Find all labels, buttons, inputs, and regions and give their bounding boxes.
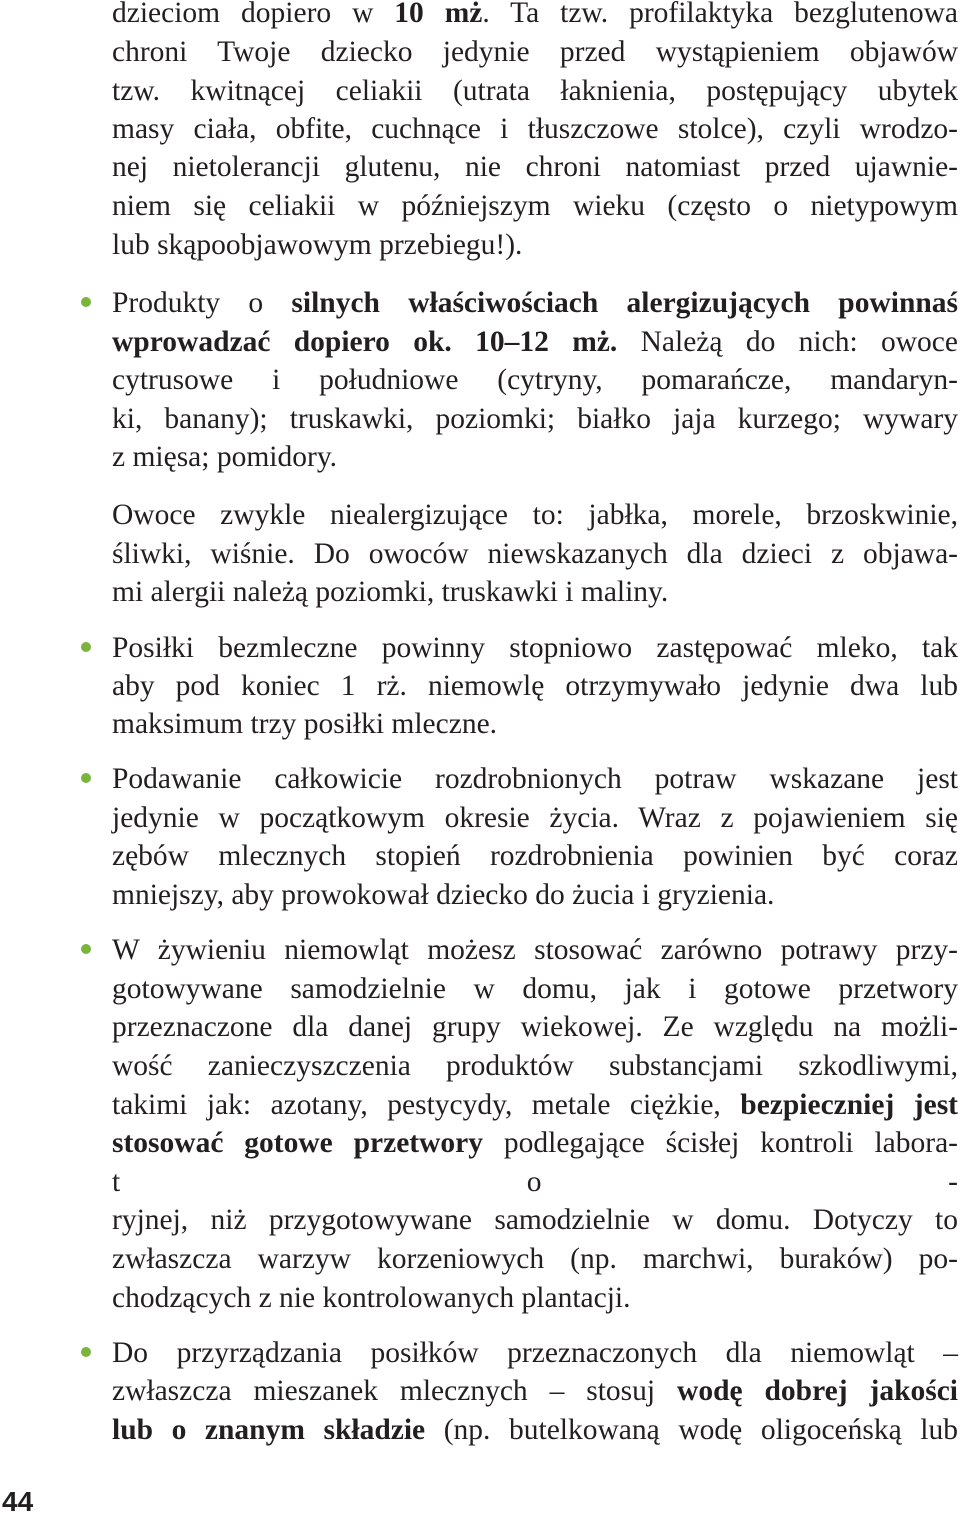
text-span: takimi jak: azotany, pestycydy, metale ciężkie, [112,1089,741,1121]
text-line: mniejszy, aby prowokował dziecko do żucia i gryzienia. [112,879,775,911]
text-line: niem się celiakii w późniejszym wieku (często o nietypowym [112,190,958,222]
bullet-point-icon [81,297,91,307]
text-line: W żywieniu niemowląt możesz stosować zarówno potrawy przy- [112,934,958,966]
text-line: cytrusowe i południowe (cytryny, pomarańcze, mandaryn- [112,364,958,396]
text-span: zwłaszcza mieszanek mlecznych – stosuj [112,1375,678,1407]
text-line: Owoce zwykle niealergizujące to: jabłka, morele, brzoskwinie, [112,499,958,531]
text-span: Należą do nich: owoce [617,326,958,358]
bold-text: bezpieczniej jest [740,1089,958,1121]
text-span: podlegające ścisłej kontroli labora- [483,1127,958,1159]
text-span: (np. butelkowaną wodę oligoceńską lub [425,1414,959,1446]
text-line: Do przyrządzania posiłków przeznaczonych dla niemowląt – [112,1337,958,1369]
text-line: t o - [112,1166,958,1198]
text-span: dzieciom dopiero w [112,0,395,29]
text-line: z mięsa; pomidory. [112,441,338,473]
text-line: ki, banany); truskawki, poziomki; białko jaja kurzego; wywary [112,403,958,435]
text-line [112,1372,958,1411]
bullet-point-icon [81,1347,91,1357]
text-line: chodzących z nie kontrolowanych plantacji. [112,1282,631,1314]
text-line: aby pod koniec 1 rż. niemowlę otrzymywało jedynie dwa lub [112,670,958,702]
text-line: śliwki, wiśnie. Do owoców niewskazanych dla dzieci z objawa- [112,538,958,570]
bullet-point-icon [81,773,91,783]
bold-text: lub o znanym składzie [112,1414,426,1446]
text-line: nej nietolerancji glutenu, nie chroni natomiast przed ujawnie- [112,151,958,183]
text-line [112,284,958,323]
text-line: Podawanie całkowicie rozdrobnionych potraw wskazane jest [112,763,958,795]
text-line: jedynie w początkowym okresie życia. Wraz z pojawieniem się [112,802,958,834]
text-line: lub skąpoobjawowym przebiegu!). [112,229,523,261]
bold-text: wodę dobrej jakości [677,1375,958,1407]
text-line: zwłaszcza warzyw korzeniowych (np. marchwi, buraków) po- [112,1243,958,1275]
bullet-point-icon [81,944,91,954]
bold-text: wprowadzać dopiero ok. 10–12 mż. [112,326,618,358]
bold-text: 10 mż [394,0,483,29]
text-line: masy ciała, obfite, cuchnące i tłuszczowe stolce), czyli wrodzo- [112,113,958,145]
bullet-point-icon [81,642,91,652]
bold-text: silnych właściwościach alergizujących powinnaś [291,287,958,319]
text-span: Produkty o [112,287,292,319]
text-line: maksimum trzy posiłki mleczne. [112,708,498,740]
text-line: chroni Twoje dziecko jedynie przed wystąpieniem objawów [112,36,958,68]
text-line: gotowywane samodzielnie w domu, jak i gotowe przetwory [112,973,958,1005]
page-number: 44 [2,1486,34,1517]
text-line: mi alergii należą poziomki, truskawki i maliny. [112,576,669,608]
text-line: przeznaczone dla danej grupy wiekowej. Ze względu na możli- [112,1011,958,1043]
text-line [112,0,958,33]
text-line: zębów mlecznych stopień rozdrobnienia powinien być coraz [112,840,958,872]
text-line [112,1124,958,1163]
text-line [112,1411,958,1450]
bold-text: stosować gotowe przetwory [112,1127,484,1159]
text-line: wość zanieczyszczenia produktów substancjami szkodliwymi, [112,1050,958,1082]
text-line: tzw. kwitnącej celiakii (utrata łaknienia, postępujący ubytek [112,75,958,107]
text-line [112,323,958,362]
text-line: Posiłki bezmleczne powinny stopniowo zastępować mleko, tak [112,632,958,664]
text-line [112,1086,958,1125]
text-span: . Ta tzw. profilaktyka bezglutenowa [482,0,958,29]
text-line: ryjnej, niż przygotowywane samodzielnie w domu. Dotyczy to [112,1204,958,1236]
